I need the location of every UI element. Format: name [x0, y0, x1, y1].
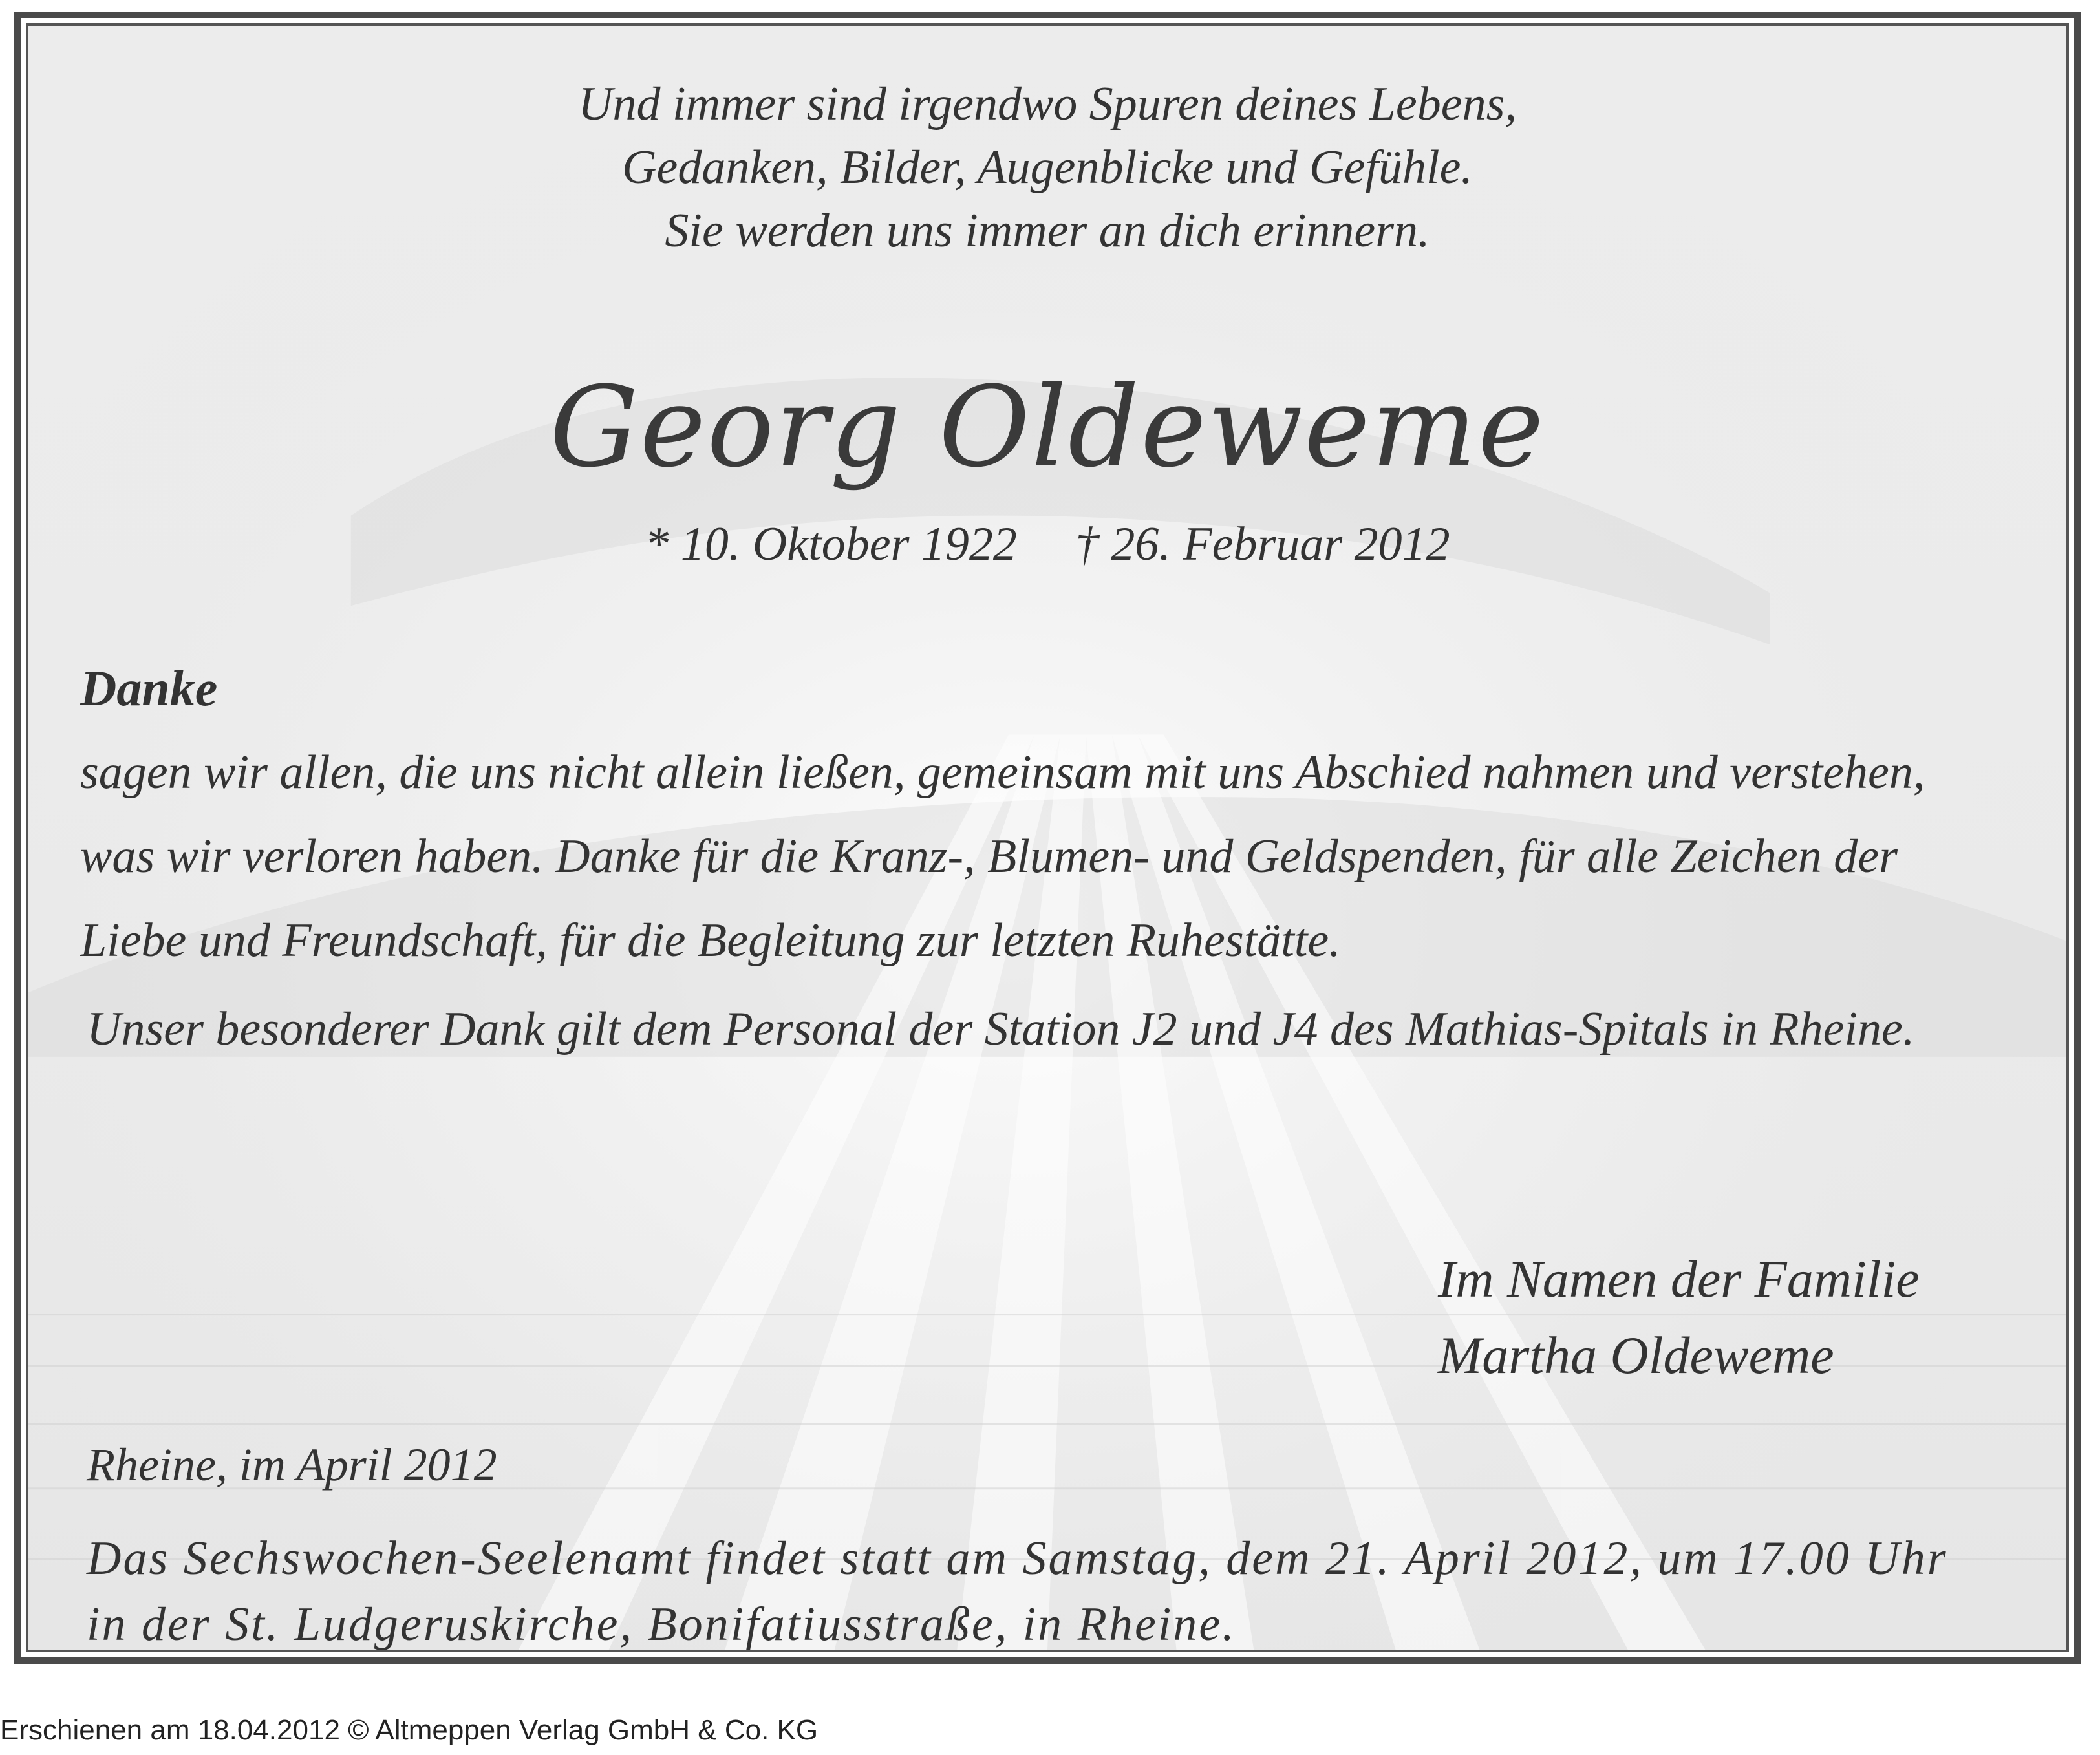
signature-line: Martha Oldeweme [1438, 1326, 1834, 1385]
notice-inner-border [26, 23, 2069, 1652]
quote-line: Und immer sind irgendwo Spuren deines Lebens, [578, 78, 1517, 131]
publication-footer: Erschienen am 18.04.2012 © Altmeppen Verlag GmbH & Co. KG [0, 1714, 819, 1746]
thanks-line: was wir verloren haben. Danke für die Kranz-, Blumen- und Geldspenden, für alle Zeichen der [80, 830, 1898, 883]
thanks-heading: Danke [80, 660, 218, 716]
place-and-date: Rheine, im April 2012 [87, 1439, 497, 1491]
quote-line: Sie werden uns immer an dich erinnern. [665, 204, 1430, 257]
thanks-text [80, 730, 2069, 983]
family-signature [1438, 1241, 1920, 1394]
memorial-quote [28, 72, 2066, 262]
thanks-line: sagen wir allen, die uns nicht allein ließen, gemeinsam mit uns Abschied nahmen und verstehen, [80, 746, 1925, 799]
deceased-name: Georg Oldeweme [550, 362, 1545, 492]
life-dates [28, 517, 2066, 572]
thanks-line: Liebe und Freundschaft, für die Begleitung zur letzten Ruhestätte. [80, 914, 1341, 967]
mass-line: Das Sechswochen-Seelenamt findet statt am Samstag, dem 21. April 2012, um 17.00 Uhr [87, 1532, 1948, 1585]
death-date: † 26. Februar 2012 [1075, 518, 1450, 571]
obituary-notice [14, 12, 2081, 1664]
signature-line: Im Namen der Familie [1438, 1250, 1920, 1308]
quote-line: Gedanken, Bilder, Augenblicke und Gefühle. [622, 141, 1473, 194]
mass-line: in der St. Ludgeruskirche, Bonifatiusstraße, in Rheine. [87, 1598, 1236, 1651]
special-thanks: Unser besonderer Dank gilt dem Personal der Station J2 und J4 des Mathias-Spitals in Rheine. [87, 1003, 1915, 1056]
birth-date: * 10. Oktober 1922 [645, 518, 1017, 571]
memorial-mass-info [87, 1526, 1948, 1652]
